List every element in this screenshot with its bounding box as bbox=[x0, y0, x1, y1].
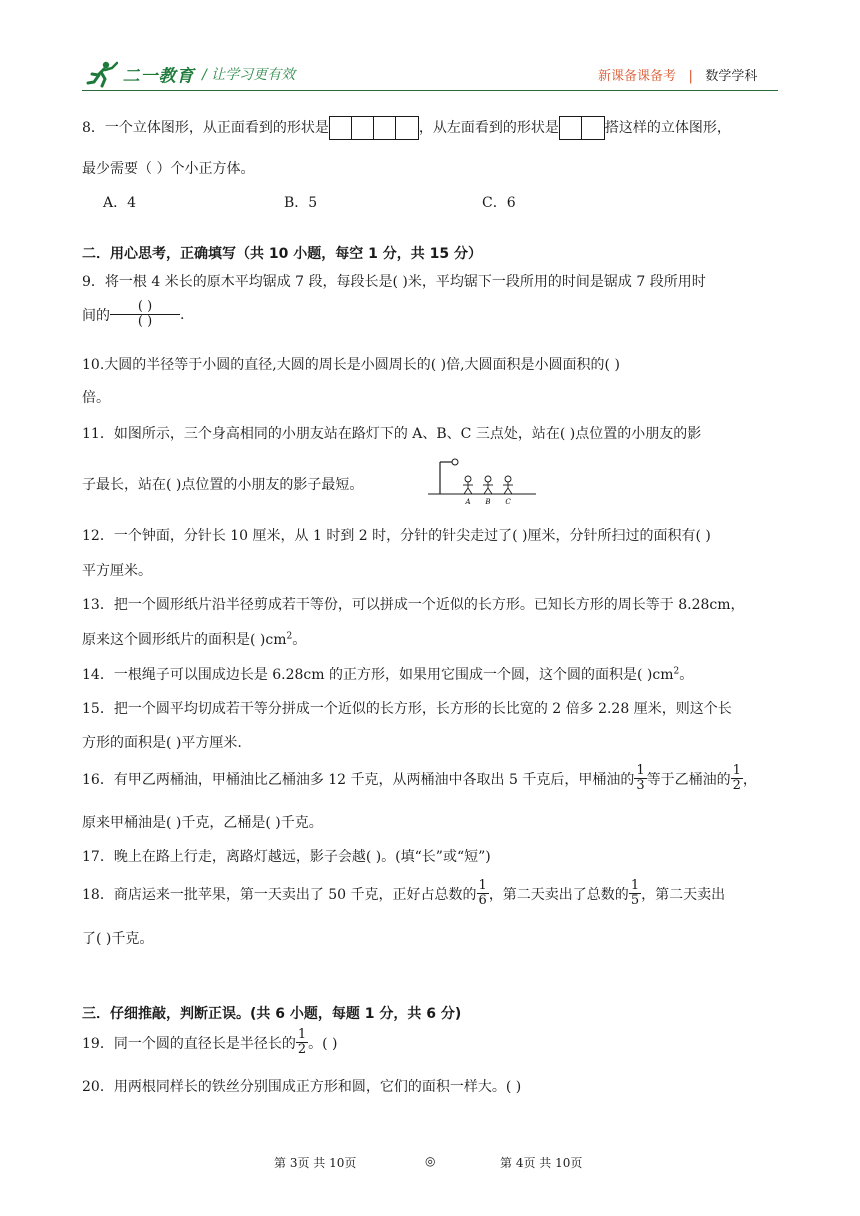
q18-text-a: 18．商店运来一批苹果，第一天卖出了 50 千克，正好占总数的 bbox=[82, 886, 477, 903]
point-c-label: C bbox=[505, 498, 511, 506]
footer-right: 第 4页 共 10页 bbox=[500, 1156, 583, 1170]
question-16-line2: 原来甲桶油是( )千克，乙桶是( )千克。 bbox=[82, 815, 323, 831]
question-18-line1 bbox=[82, 879, 725, 909]
q9-text-a: 间的 bbox=[82, 307, 110, 324]
q19-text-a: 19．同一个圆的直径长是半径长的 bbox=[82, 1035, 296, 1052]
q19-fraction bbox=[296, 1028, 308, 1058]
q19-frac-den: 2 bbox=[297, 1042, 307, 1058]
header-rule bbox=[82, 90, 778, 91]
q16-text-a: 16．有甲乙两桶油，甲桶油比乙桶油多 12 千克，从两桶油中各取出 5 千克后，甲桶油的 bbox=[82, 771, 635, 788]
header-right-b: 数学学科 bbox=[705, 69, 758, 84]
q18-frac2-den: 5 bbox=[630, 893, 640, 909]
q8-option-c: C．6 bbox=[482, 195, 516, 211]
front-view-figure bbox=[329, 116, 419, 140]
q14-text-b: 。 bbox=[679, 667, 694, 683]
child-a-icon bbox=[463, 476, 473, 494]
question-10-line2: 倍。 bbox=[82, 390, 110, 406]
streetlight-figure bbox=[426, 458, 538, 506]
q18-text-b: ，第二天卖出了总数的 bbox=[488, 886, 629, 903]
section-2-title: 二．用心思考，正确填写（共 10 小题，每空 1 分，共 15 分） bbox=[82, 246, 482, 262]
q13-sup: 2 bbox=[286, 631, 293, 642]
child-c-icon bbox=[503, 476, 513, 494]
q19-text-b: 。( ) bbox=[308, 1035, 338, 1052]
q16-fraction-2 bbox=[731, 764, 743, 794]
question-9-line2 bbox=[82, 300, 184, 330]
q18-text-c: ，第二天卖出 bbox=[641, 886, 726, 903]
header-divider: | bbox=[688, 69, 693, 84]
question-11-line2: 子最长，站在( )点位置的小朋友的影子最短。 bbox=[82, 477, 364, 493]
question-15-line1: 15．把一个圆平均切成若干等分拼成一个近似的长方形，长方形的长比宽的 2 倍多 2.28 厘米，则这个长 bbox=[82, 701, 732, 717]
q18-frac1-den: 6 bbox=[478, 893, 487, 909]
left-view-figure bbox=[559, 116, 605, 140]
question-16-line1 bbox=[82, 764, 757, 794]
question-19 bbox=[82, 1028, 337, 1058]
q18-fraction-2 bbox=[629, 879, 641, 909]
question-11-line1: 11．如图所示，三个身高相同的小朋友站在路灯下的 A、B、C 三点处，站在( )点位置的小朋友的影 bbox=[82, 426, 702, 442]
q16-frac2-num: 1 bbox=[732, 763, 741, 778]
point-a-label: A bbox=[465, 498, 471, 506]
footer-left: 第 3页 共 10页 bbox=[274, 1156, 357, 1170]
q9-fraction-den: ( ) bbox=[137, 314, 153, 330]
q18-frac1-num: 1 bbox=[478, 878, 487, 893]
q8-option-b: B．5 bbox=[284, 195, 318, 211]
question-13-line2 bbox=[82, 629, 306, 649]
q19-frac-num: 1 bbox=[297, 1027, 307, 1042]
logo-text: 二一教育 bbox=[122, 66, 195, 87]
question-9-line1: 9．将一根 4 米长的原木平均锯成 7 段，每段长是( )米，平均锯下一段所用的时间是锯成 7 段所用时 bbox=[82, 274, 706, 290]
runner-logo-icon bbox=[84, 60, 118, 88]
q9-text-b: . bbox=[180, 306, 185, 323]
question-8-line2: 最少需要（ ）个小正方体。 bbox=[82, 161, 255, 177]
q16-text-c: ， bbox=[742, 771, 757, 788]
header-right bbox=[598, 65, 757, 84]
point-b-label: B bbox=[485, 498, 491, 506]
footer-mid: ◎ bbox=[425, 1154, 436, 1168]
q8-text-c: 搭这样的立体图形， bbox=[604, 120, 731, 136]
q18-fraction-1 bbox=[477, 879, 489, 909]
q13-text-b: 。 bbox=[292, 632, 307, 648]
q14-text-a: 14．一根绳子可以围成边长是 6.28cm 的正方形，如果用它围成一个圆，这个圆的面积是( )cm bbox=[82, 667, 674, 683]
header-right-a: 新课备课备考 bbox=[598, 69, 677, 84]
question-10-line1: 10.大圆的半径等于小圆的直径,大圆的周长是小圆周长的( )倍,大圆面积是小圆面积的( ) bbox=[82, 357, 620, 373]
header-logo bbox=[84, 60, 194, 88]
q13-text-a: 原来这个圆形纸片的面积是( )cm bbox=[82, 632, 287, 648]
question-15-line2: 方形的面积是( )平方厘米. bbox=[82, 735, 242, 751]
q8-text-b: ，从左面看到的形状是 bbox=[418, 120, 559, 136]
question-12-line2: 平方厘米。 bbox=[82, 563, 152, 579]
q8-text-a: 8．一个立体图形，从正面看到的形状是 bbox=[82, 120, 329, 136]
child-b-icon bbox=[483, 476, 493, 494]
question-17: 17．晚上在路上行走，离路灯越远，影子会越( )。(填“长”或“短”) bbox=[82, 849, 491, 865]
question-12-line1: 12．一个钟面，分针长 10 厘米，从 1 时到 2 时，分针的针尖走过了( )厘米，分针所扫过的面积有( ) bbox=[82, 528, 711, 544]
header-slogan: / 让学习更有效 bbox=[202, 67, 296, 83]
question-14 bbox=[82, 664, 693, 684]
q16-frac1-num: 1 bbox=[636, 763, 645, 778]
q9-fraction bbox=[110, 300, 180, 330]
question-13-line1: 13．把一个圆形纸片沿半径剪成若干等份，可以拼成一个近似的长方形。已知长方形的周长等于 8.28cm， bbox=[82, 597, 745, 613]
q16-fraction-1 bbox=[634, 764, 646, 794]
section-3-title: 三．仔细推敲，判断正误。(共 6 小题，每题 1 分，共 6 分) bbox=[82, 1006, 462, 1022]
q16-frac1-den: 3 bbox=[636, 778, 645, 794]
q14-sup: 2 bbox=[673, 666, 680, 677]
q9-fraction-num: ( ) bbox=[110, 300, 180, 315]
q16-frac2-den: 2 bbox=[732, 778, 741, 794]
question-8-line1 bbox=[82, 116, 731, 140]
question-18-line2: 了( )千克。 bbox=[82, 931, 154, 947]
q18-frac2-num: 1 bbox=[630, 878, 640, 893]
q16-text-b: 等于乙桶油的 bbox=[646, 771, 731, 788]
question-20: 20．用两根同样长的铁丝分别围成正方形和圆，它们的面积一样大。( ) bbox=[82, 1079, 522, 1095]
q8-option-a: A．4 bbox=[103, 195, 137, 211]
